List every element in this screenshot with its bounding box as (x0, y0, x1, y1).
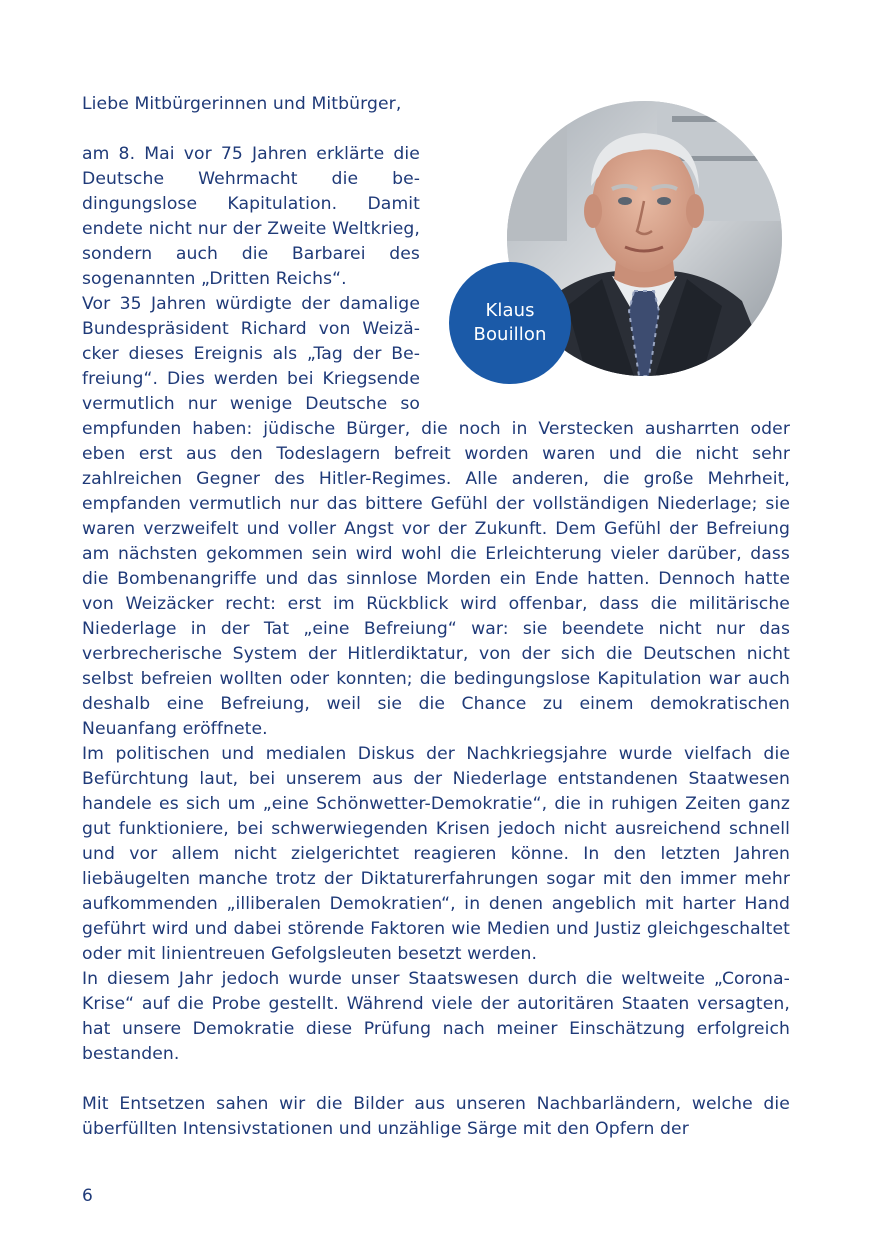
paragraph-2: Vor 35 Jahren würdigte der damalige Bundespräsident Richard von Weizäcker dieses Ereignis als „Tag der Befreiung“. Dies werden bei Kriegsende vermutlich nur wenige Deutsche so empfunden haben: jüdische Bürger, die noch in Verstecken ausharrten oder eben erst aus den Todeslagern befreit worden waren und die nicht sehr zahlreichen Gegner des Hitler-Regimes. Alle anderen, die große Mehrheit, empfanden vermutlich nur das bittere Gefühl der vollständigen Niederlage; sie waren verzweifelt und voller Angst vor der Zukunft. Dem Gefühl der Befreiung am nächsten gekommen sein wird wohl die Erleichterung vieler darüber, dass die Bombenangriffe und das sinnlose Morden ein Ende hatten. Dennoch hatte von Weizäcker recht: erst im Rückblick wird offenbar, dass die militärische Niederlage in der Tat „eine Befreiung“ war: sie beendete nicht nur das verbrecherische System der Hitlerdiktatur, von der sich die Deutschen nicht selbst befreien wollten oder konnten; die bedingungslose Kapitulation war auch deshalb eine Befreiung, weil sie die Chance zu einem demokratischen Neuanfang eröffnete. (82, 294, 790, 739)
name-last: Bouillon (473, 324, 547, 345)
name-badge (449, 262, 571, 384)
paragraph-1: am 8. Mai vor 75 Jahren erklärte die Deutsche Wehrmacht die bedingungslose Kapitulation. Damit endete nicht nur der Zweite Weltkrieg, sondern auch die Barbarei des sogenannten „Dritten Reichs“. (82, 144, 420, 289)
salutation: Liebe Mitbürgerinnen und Mitbürger, (82, 94, 402, 114)
name-first: Klaus (485, 300, 535, 321)
paragraph-4: In diesem Jahr jedoch wurde unser Staatswesen durch die weltweite „Corona-Krise“ auf die Probe gestellt. Während viele der autoritären Staaten versagten, hat unsere Demokratie diese Prüfung nach meiner Einschätzung erfolgreich bestanden. (82, 969, 790, 1064)
paragraph-3: Im politischen und medialen Diskus der Nachkriegsjahre wurde vielfach die Befürchtung laut, bei unserem aus der Niederlage entstandenen Staatwesen handele es sich um „eine Schönwetter-Demokratie“, die in ruhigen Zeiten ganz gut funktioniere, bei schwerwiegenden Krisen jedoch nicht ausreichend schnell und vor allem nicht zielgerichtet reagieren könne. In den letzten Jahren liebäugelten manche trotz der Diktaturerfahrungen sogar mit den immer mehr aufkommenden „illiberalen Demokratien“, in denen angeblich mit harter Hand geführt wird und dabei störende Faktoren wie Medien und Justiz gleichgeschaltet oder mit linientreuen Gefolgsleuten besetzt werden. (82, 744, 790, 964)
paragraph-5: Mit Entsetzen sahen wir die Bilder aus unseren Nachbarländern, welche die überfüllten Intensivstationen und unzählige Särge mit den Opfern der (82, 1094, 790, 1139)
page-number: 6 (82, 1186, 93, 1206)
portrait-block (430, 92, 790, 414)
letter-body (82, 92, 790, 1142)
